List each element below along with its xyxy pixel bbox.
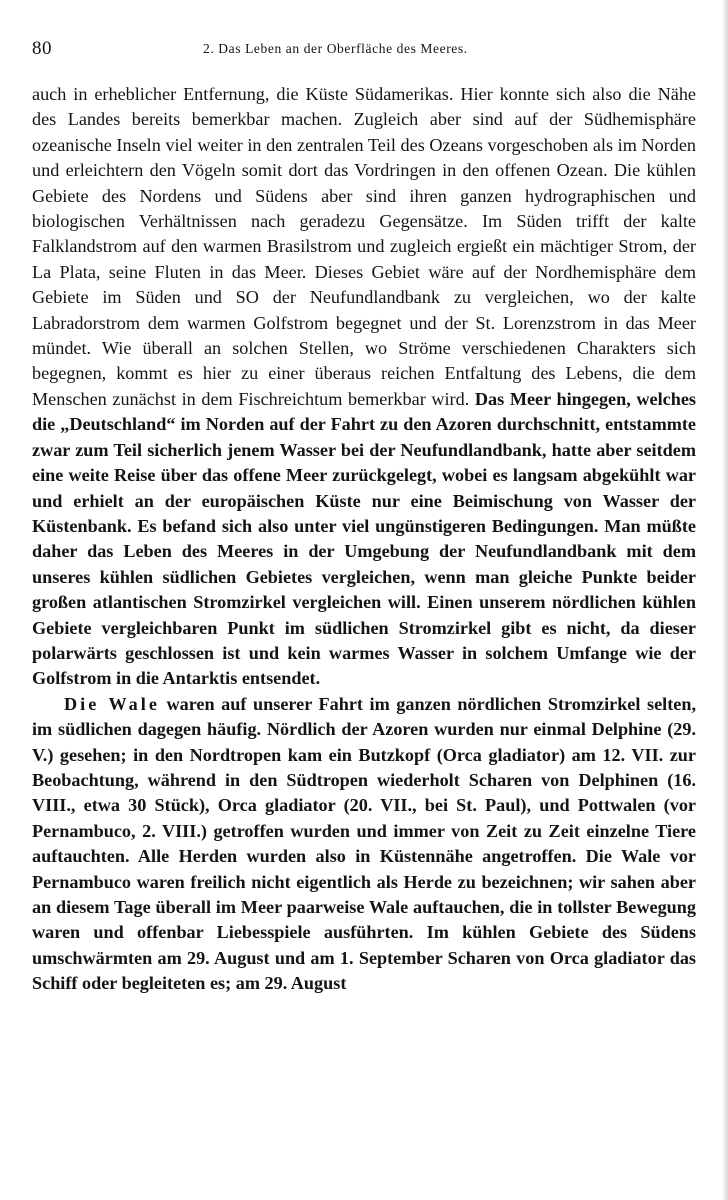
section-lead-term: Die Wale: [64, 693, 160, 714]
running-head: 2. Das Leben an der Oberfläche des Meeres.: [203, 41, 468, 56]
text-segment: auch in erheblicher Entfernung, die Küste Südamerikas. Hier konnte sich also die Nähe des Landes bereits bemerkbar machen. Zugleich aber sind auf der Südhemisphäre ozeanische Inseln viel weiter in den zentralen Teil des Ozeans vorgeschoben als im Norden und erleichtern den Vögeln somit dort das Vordringen in den offenen Ozean. Die kühlen Gebiete des Nordens und Südens aber sind ihren ganzen hydrographischen und biologischen Verhältnissen nach geradezu Gegensätze. Im Süden trifft der kalte Falklandstrom auf den warmen Brasilstrom und zugleich ergießt ein mächtiger Strom, der La Plata, seine Fluten in das Meer. Dieses Gebiet wäre auf der Nordhemisphäre dem Gebiete im Süden und SO der Neufundlandbank zu vergleichen, wo der kalte Labradorstrom dem warmen Golfstrom begegnet und der St. Lorenzstrom in das Meer mündet. Wie überall an solchen Stellen, wo Ströme verschiedenen Charakters sich begegnen, kommt es hier zu einer überaus reichen Entfaltung des Lebens, die dem Menschen zunächst in dem Fischreichtum bemerkbar wird.: [32, 84, 696, 409]
paragraph-continuation: [32, 82, 696, 692]
page-header: [32, 38, 696, 62]
page-number: 80: [32, 38, 52, 59]
text-segment: waren auf unserer Fahrt im ganzen nördlichen Stromzirkel selten, im südlichen dagegen häufig. Nördlich der Azoren wurden nur einmal Delphine (29. V.) gesehen; in den Nordtropen kam ein Butzkopf (Orca gladiator) am 12. VII. zur Beobachtung, während in den Südtropen wiederholt Scharen von Delphinen (16. VIII., etwa 30 Stück), Orca gladiator (20. VII., bei St. Paul), und Pottwalen (vor Pernambuco, 2. VIII.) getroffen wurden und immer von Zeit zu Zeit einzelne Tiere auftauchten. Alle Herden wurden also in Küstennähe angetroffen. Die Wale vor Pernambuco waren freilich nicht eigentlich als Herde zu bezeichnen; wir sahen aber an diesem Tage überall im Meer paarweise Wale auftauchen, die in tollster Bewegung waren und offenbar Liebesspiele ausführten. Im kühlen Gebiete des Südens umschwärmten am 29. August und am 1. September Scharen von Orca gladiator das Schiff oder begleiteten es; am 29. August: [32, 693, 696, 994]
page-edge-shadow: [722, 0, 728, 1200]
text-segment: Das Meer hingegen, welches die „Deutschland“ im Norden auf der Fahrt zu den Azoren durchschnitt, entstammte zwar zum Teil sicherlich jenem Wasser bei der Neufundlandbank, hatte aber seitdem eine weite Reise über das offene Meer zurückgelegt, wobei es langsam abgekühlt war und erhielt an der europäischen Küste nur eine Beimischung von Wasser der Küstenbank. Es befand sich also unter viel ungünstigeren Bedingungen. Man müßte daher das Leben des Meeres in der Umgebung der Neufundlandbank mit dem unseres kühlen südlichen Gebietes vergleichen, wenn man gleiche Punkte beider großen atlantischen Stromzirkel vergleichen will. Einen unserem nördlichen kühlen Gebiete vergleichbaren Punkt im südlichen Stromzirkel gibt es nicht, da dieser polarwärts geschlossen ist und kein warmes Wasser in solchem Umfange wie der Golfstrom in die Antarktis entsendet.: [32, 388, 696, 689]
paragraph-whales: [32, 692, 696, 997]
body-text: [32, 82, 696, 997]
